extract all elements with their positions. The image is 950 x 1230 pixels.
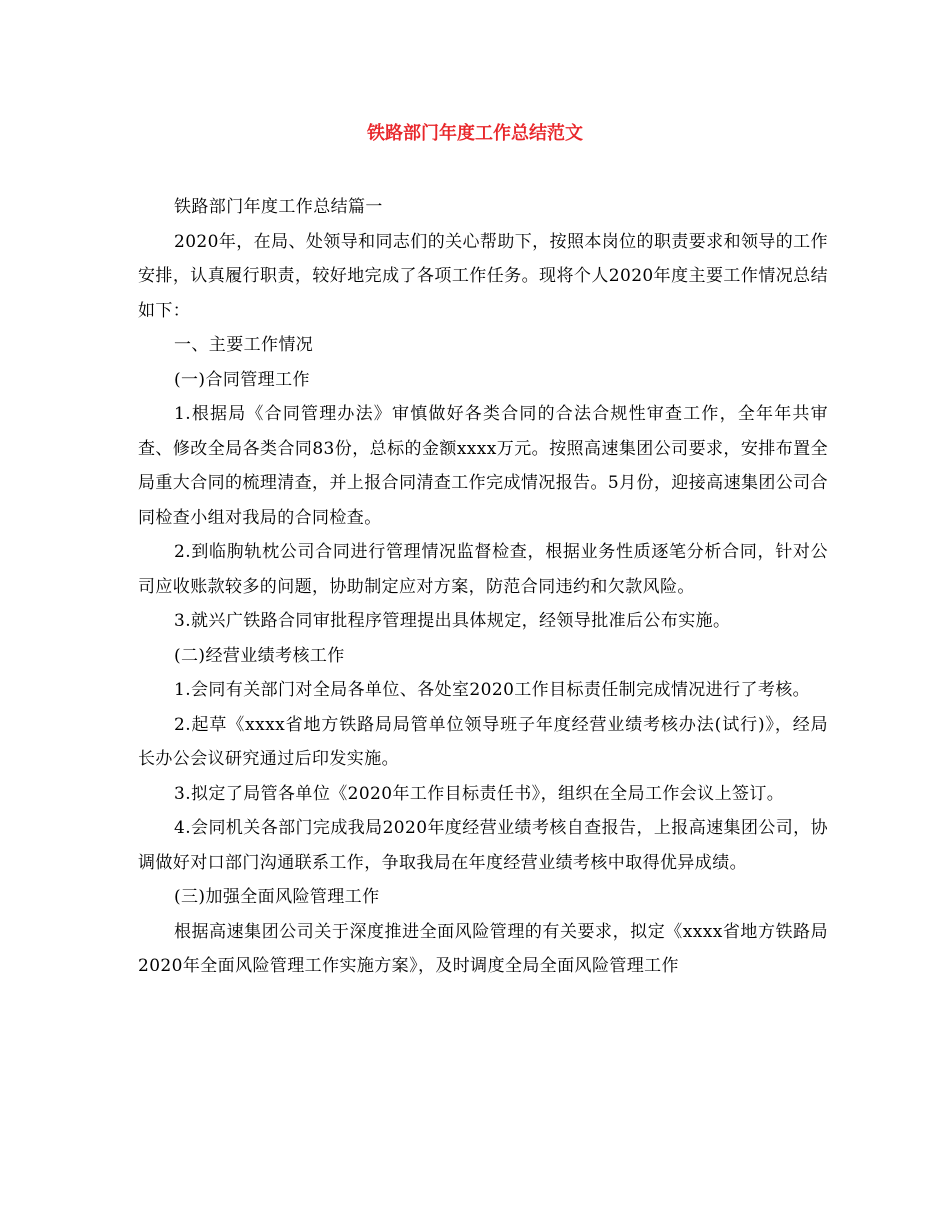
paragraph: 2020年，在局、处领导和同志们的关心帮助下，按照本岗位的职责要求和领导的工作安排，认真履行职责，较好地完成了各项工作任务。现将个人2020年度主要工作情况总结如下： [138,231,828,321]
subsection-heading: (二)经营业绩考核工作 [174,645,345,666]
document-body [138,190,828,984]
document-title: 铁路部门年度工作总结范文 [367,123,583,144]
section-heading: 一、主要工作情况 [174,335,314,355]
paragraph: 2.起草《xxxx省地方铁路局局管单位领导班子年度经营业绩考核办法(试行)》，经局长办公会议研究通过后印发实施。 [138,714,828,769]
paragraph: 2.到临朐轨枕公司合同进行管理情况监督检查，根据业务性质逐笔分析合同，针对公司应收账款较多的问题，协助制定应对方案，防范合同违约和欠款风险。 [138,542,828,597]
subsection-heading: (三)加强全面风险管理工作 [174,887,380,907]
paragraph: 根据高速集团公司关于深度推进全面风险管理的有关要求，拟定《xxxx省地方铁路局2020年全面风险管理工作实施方案》，及时调度全局全面风险管理工作 [138,921,828,976]
paragraph: 3.就兴广铁路合同审批程序管理提出具体规定，经领导批准后公布实施。 [174,611,731,631]
paragraph: 1.会同有关部门对全局各单位、各处室2020工作目标责任制完成情况进行了考核。 [174,680,811,700]
subsection-heading: (一)合同管理工作 [174,369,310,390]
paragraph: 3.拟定了局管各单位《2020年工作目标责任书》，组织在全局工作会议上签订。 [174,783,785,804]
paragraph: 铁路部门年度工作总结篇一 [174,197,383,217]
paragraph: 4.会同机关各部门完成我局2020年度经营业绩考核自查报告，上报高速集团公司，协调做好对口部门沟通联系工作，争取我局在年度经营业绩考核中取得优异成绩。 [138,818,828,873]
paragraph: 1.根据局《合同管理办法》审慎做好各类合同的合法合规性审查工作，全年年共审查、修改全局各类合同83份，总标的金额xxxx万元。按照高速集团公司要求，安排布置全局重大合同的梳理清查，并上报合同清查工作完成情况报告。5月份，迎接高速集团公司合同检查小组对我局的合同检查。 [138,404,828,528]
